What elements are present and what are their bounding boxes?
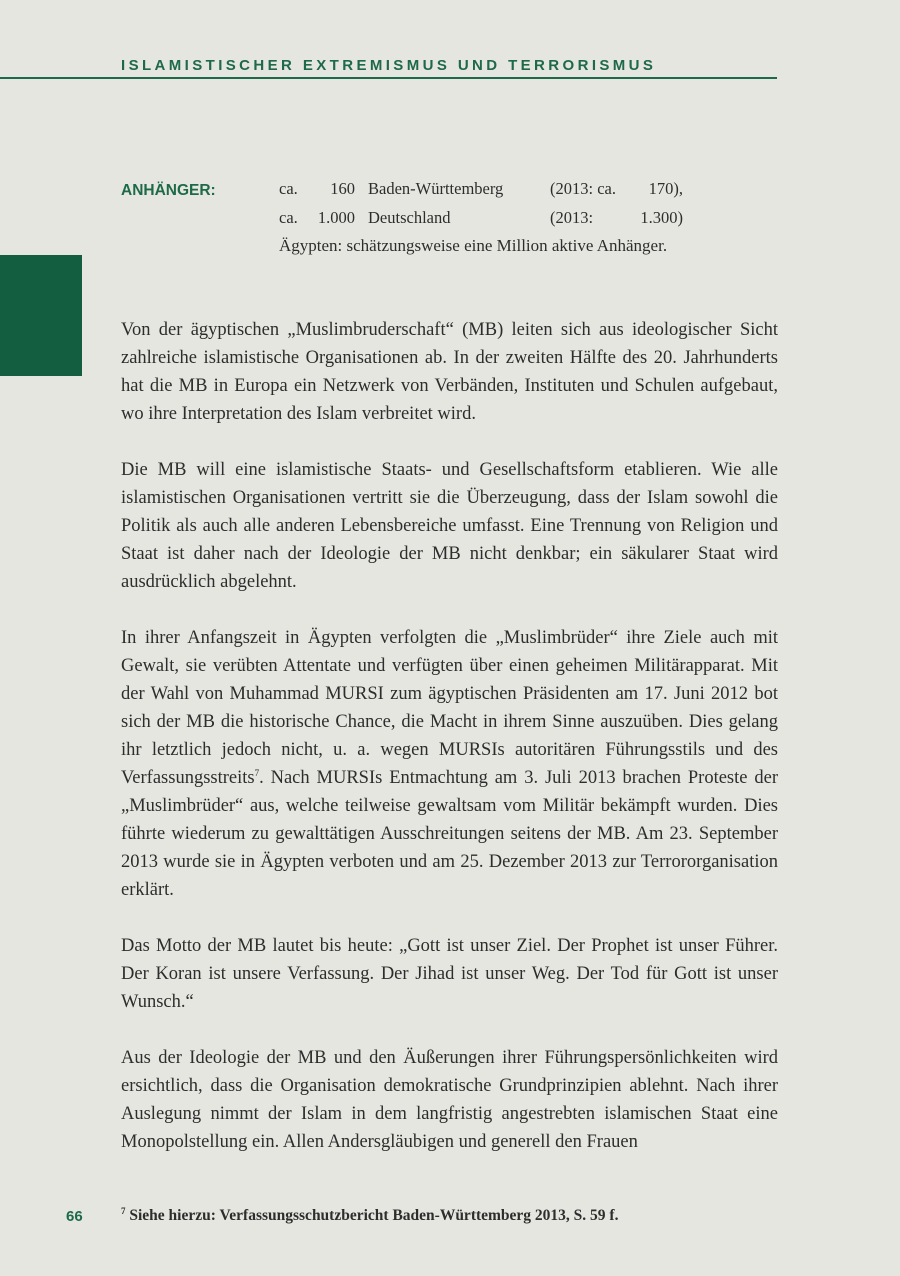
- supporters-note-egypt: Ägypten: schätzungsweise eine Million aktive Anhänger.: [279, 236, 668, 255]
- row-prev-number: 170),: [648, 179, 683, 198]
- paragraph-motto: Das Motto der MB lautet bis heute: „Gott ist unser Ziel. Der Prophet ist unser Führer. Der Koran ist unsere Verfassung. Der Jihad ist unser Weg. Der Tod für Gott ist unser Wunsch.“: [121, 936, 778, 1012]
- paragraph-origin: Von der ägyptischen „Muslimbruderschaft“ (MB) leiten sich aus ideologischer Sicht zahlreiche islamistische Organisationen ab. In der zweiten Hälfte des 20. Jahrhunderts hat die MB in Europa ein Netzwerk von Verbänden, Instituten und Schulen aufgebaut, wo ihre Interpretation des Islam verbreitet wird.: [121, 320, 778, 424]
- footnote: [121, 1207, 618, 1225]
- paragraph-ideology: Die MB will eine islamistische Staats- und Gesellschaftsform etablieren. Wie alle islamistischen Organisationen vertritt sie die Überzeugung, dass der Islam sowohl die Politik als auch alle anderen Lebensbereiche umfasst. Eine Trennung von Religion und Staat ist daher nach der Ideologie der MB nicht denkbar; ein säkularer Staat wird ausdrücklich abgelehnt.: [121, 460, 778, 592]
- row-place: Baden-Württemberg: [368, 179, 504, 198]
- history-text-after: . Nach MURSIs Entmachtung am 3. Juli 2013 brachen Proteste der „Muslimbrüder“ aus, welche teilweise gewaltsam vom Militär bekämpft wurden. Dies führte wiederum zu gewalttätigen Ausschreitungen seitens der MB. Am 23. September 2013 wurde sie in Ägypten verboten und am 25. Dezember 2013 zur Terrororganisation erklärt.: [121, 768, 778, 900]
- paragraph-democracy: Aus der Ideologie der MB und den Äußerungen ihrer Führungspersönlichkeiten wird ersichtlich, dass die Organisation demokratische Grundprinzipien ablehnt. Nach ihrer Auslegung nimmt der Islam in dem langfristig angestrebten islamischen Staat eine Monopolstellung ein. Allen Andersgläubigen und generell den Frauen: [121, 1048, 778, 1152]
- row-prev-year: (2013: ca.: [550, 179, 616, 198]
- row-ca: ca.: [279, 179, 298, 198]
- row-place: Deutschland: [368, 208, 451, 227]
- footnote-text: Siehe hierzu: Verfassungsschutzbericht Baden-Württemberg 2013, S. 59 f.: [129, 1207, 619, 1224]
- header-rule: [0, 77, 777, 79]
- running-title: ISLAMISTISCHER EXTREMISMUS UND TERRORISMUS: [121, 57, 657, 74]
- row-number: 1.000: [317, 208, 355, 227]
- page-number: 66: [66, 1208, 83, 1225]
- chapter-side-tab: [0, 255, 82, 376]
- row-prev-year: (2013:: [550, 208, 594, 227]
- row-prev-number: 1.300): [640, 208, 683, 227]
- footnote-number: 7: [121, 1205, 126, 1216]
- row-number: 160: [330, 179, 355, 198]
- row-ca: ca.: [279, 208, 298, 227]
- history-text-before: In ihrer Anfangszeit in Ägypten verfolgten die „Muslimbrüder“ ihre Ziele auch mit Gewalt, sie verübten Attentate und verfügten über einen geheimen Militärapparat. Mit der Wahl von Muhammad MURSI zum ägyptischen Präsidenten am 17. Juni 2012 bot sich der MB die historische Chance, die Macht in ihrem Sinne auszuüben. Dies gelang ihr letztlich jedoch nicht, u. a. wegen MURSIs autoritären Führungsstils und des Verfassungsstreits: [121, 628, 778, 788]
- paragraph-history: [121, 624, 778, 904]
- footnote-reference[interactable]: 7: [254, 767, 260, 778]
- supporters-label: ANHÄNGER:: [121, 182, 216, 199]
